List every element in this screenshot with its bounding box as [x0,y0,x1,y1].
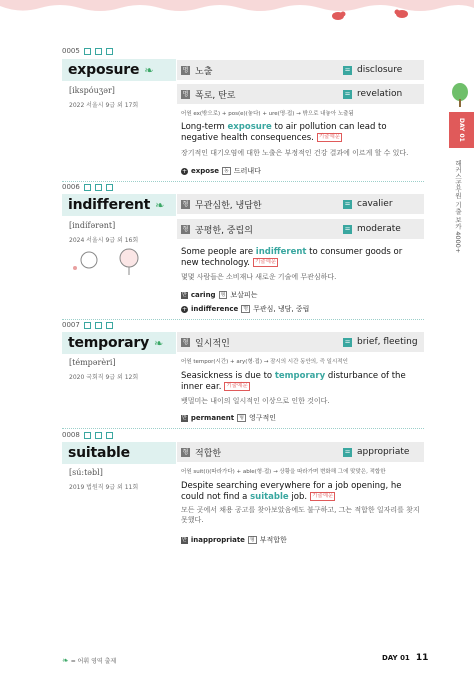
synonym-icon: = [344,89,351,98]
synonym-icon: = [344,224,351,233]
exam-source: 2019 법원직 9급 외 11회 [69,484,139,491]
pos-badge: 형 [182,448,189,456]
checkbox[interactable] [106,48,113,55]
headword-box [62,332,176,354]
pos-badge: 형 [182,225,189,233]
divider [62,319,424,320]
synonym [343,224,401,234]
entry-number: 0008 [62,431,80,439]
synonym-text: brief, fleeting [357,337,418,347]
divider [62,181,424,182]
synonym-text: cavalier [357,199,393,209]
footer-legend: ❧ = 어휘 영역 출제 [62,656,117,665]
headword: suitable [68,445,130,461]
example-sentence: Seasickness is due to temporary disturbance of the inner ear. 기출예문 [181,371,406,392]
related-word: 반 inappropriate 형 부적합한 [182,536,287,544]
bird-icon [332,12,346,21]
related-word: 반 permanent 형 영구적인 [182,414,277,422]
entry-number: 0005 [62,47,80,55]
synonym-icon: = [344,65,351,74]
pos-badge: 명 [182,66,189,74]
meaning-text: 폭로, 탄로 [195,90,236,101]
related-word: 반 caring 형 보살피는 [182,291,258,299]
meaning-text: 일시적인 [195,338,230,349]
etymology: 어원 ex(밖으로) + pos(e)(놓다) + ure(명·접) → 밖으로 내놓아 노출됨 [181,111,354,117]
translation: 장기적인 대기오염에 대한 노출은 부정적인 건강 결과에 이르게 할 수 있다. [181,149,409,157]
translation: 모든 곳에서 채용 공고를 찾아보았음에도 불구하고, 그는 적합한 일자리를 찾지 못했다. [181,506,420,524]
checkbox[interactable] [84,432,91,439]
bird-icon [395,10,409,19]
top-decorative-border [0,0,474,28]
day-tab-label: DAY 01 [458,118,465,142]
meaning-text: 노출 [195,66,213,77]
meaning-text: 공평한, 중립의 [195,225,253,236]
synonym [343,65,402,75]
leaf-icon: ❧ [62,656,69,665]
meaning-text: 적합한 [195,448,222,459]
meaning-text: 무관심한, 냉담한 [195,200,262,211]
exam-tag: 기출예문 [226,382,248,389]
exam-tag: 기출예문 [254,258,277,265]
exam-tag: 기출예문 [312,492,334,499]
book-title: 해커스공무원 기출 보카 4000+ [454,160,462,254]
checkbox[interactable] [95,48,102,55]
pronunciation: [indífərənt] [69,221,116,230]
synonym-icon: = [344,447,351,456]
synonym [343,447,409,457]
translation: 뱃멀미는 내이의 일시적인 이상으로 인한 것이다. [181,397,330,405]
pronunciation: [sú:təbl] [69,468,103,477]
synonym-icon: = [344,199,351,208]
entry-number-row [62,431,113,439]
translation: 몇몇 사람들은 소비재나 새로운 기술에 무관심하다. [181,273,337,281]
entry-number-row [62,321,113,329]
pos-badge: 명 [182,90,189,98]
headword-box [62,59,176,81]
checkbox[interactable] [106,432,113,439]
exam-tag: 기출예문 [318,133,341,140]
headword-box [62,442,176,464]
leaf-icon: ❧ [155,198,165,212]
pronunciation: [ikspóuʒər] [69,86,115,95]
checkbox[interactable] [95,322,102,329]
cartoon-illustration [69,246,159,276]
example-sentence: Some people are indifferent to consumer goods or new technology. 기출예문 [181,247,403,268]
exam-source: 2020 국회직 9급 외 12회 [69,374,139,381]
related-word: + indifference 명 무관심, 냉담, 중립 [181,305,310,313]
pronunciation: [témpərèri] [69,358,116,367]
headword-box [62,194,176,216]
checkbox[interactable] [106,322,113,329]
pos-badge: 형 [182,200,189,208]
synonym-text: revelation [357,89,403,99]
leaf-icon: ❧ [144,63,154,77]
synonym-text: moderate [357,224,401,234]
synonym-icon: = [344,337,351,346]
synonym-text: disclosure [357,65,403,75]
entry-number: 0006 [62,183,80,191]
headword: indifferent [68,197,151,213]
entry-number-row [62,183,113,191]
synonym-text: appropriate [357,447,410,457]
checkbox[interactable] [106,184,113,191]
related-word: + expose 동 드러내다 [181,167,261,175]
checkbox[interactable] [95,432,102,439]
exam-source: 2022 서울시 9급 외 17회 [69,102,139,109]
etymology: 어원 tempor(시간) + ary(형·접) → 잠시의 시간 동안의, 즉 일시적인 [181,359,348,365]
plus-icon: + [181,305,188,313]
day-tab[interactable] [449,112,474,148]
example-sentence: Despite searching everywhere for a job opening, he could not find a suitable job. 기출예문 [181,481,402,502]
pos-badge: 형 [182,338,189,346]
synonym [343,337,418,347]
synonym [343,199,393,209]
checkbox[interactable] [95,184,102,191]
page-number: DAY 01 11 [382,653,429,663]
entry-number-row [62,47,113,55]
example-sentence: Long-term exposure to air pollution can lead to negative health consequences. 기출예문 [181,122,387,143]
plus-icon: + [181,167,188,175]
headword: exposure [68,62,140,78]
entry-number: 0007 [62,321,80,329]
tree-icon [449,82,471,108]
divider [62,428,424,429]
checkbox[interactable] [84,184,91,191]
leaf-icon: ❧ [154,336,164,350]
synonym [343,89,402,99]
headword: temporary [68,335,149,351]
exam-source: 2024 서울시 9급 외 16회 [69,237,139,244]
checkbox[interactable] [84,48,91,55]
etymology: 어원 suit(i)(따라가다) + able(형·접) → 상황을 따라가며 변화해 그에 맞맞은, 적합한 [181,469,386,475]
checkbox[interactable] [84,322,91,329]
